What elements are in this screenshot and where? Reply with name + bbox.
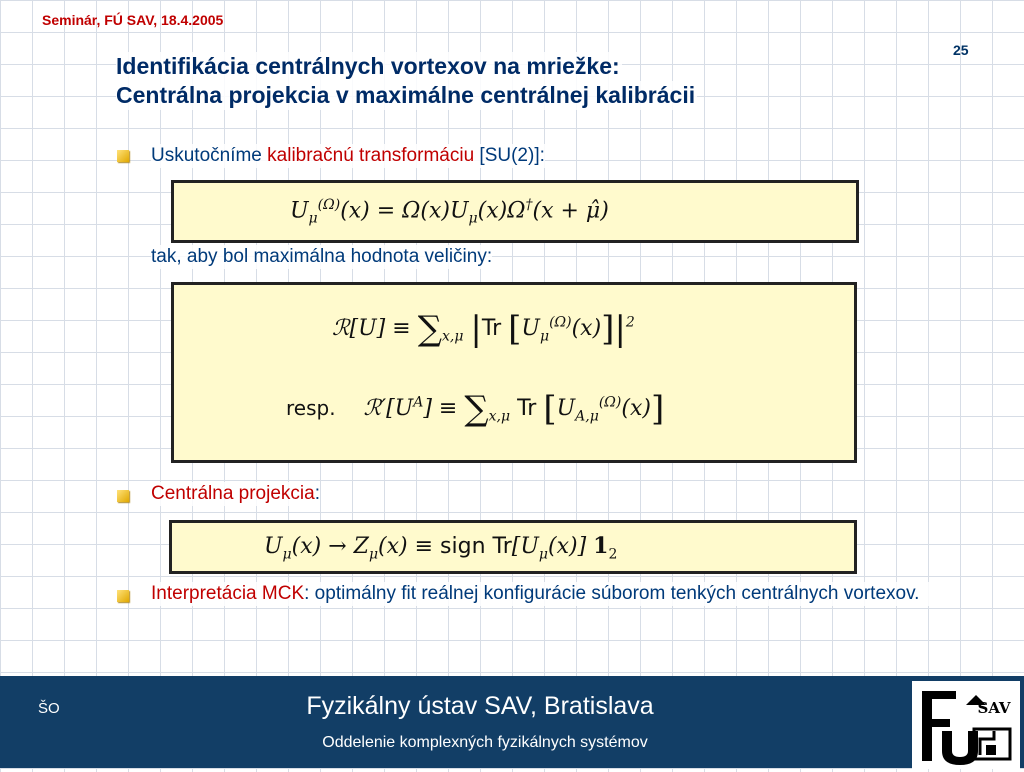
- projection-equation: $U_\mu(x) \to Z_\mu(x)$ ≡ sign $Tr[U_\mu(x)]$ $1_2$: [264, 533, 618, 563]
- gauge-transform-equation: $U_\mu^{(\Omega)}(x) = \Omega(x)U_\mu(x)\Omega^\dagger(x$ + μ̂): [290, 197, 609, 227]
- resp-label: resp.: [286, 396, 336, 420]
- seminar-header: Seminár, FÚ SAV, 18.4.2005: [42, 12, 224, 28]
- bullet-1-continuation: tak, aby bol maximálna hodnota veličiny:: [151, 246, 493, 267]
- slide-number: 25: [953, 42, 969, 58]
- title-line-2: Centrálna projekcia v maximálne centrálnej kalibrácii: [116, 82, 696, 108]
- bullet-3-text: [151, 582, 951, 606]
- logo-icon: [914, 683, 1018, 767]
- footer-department: Oddelenie komplexných fyzikálnych systémov: [322, 734, 648, 751]
- functional-R-adjoint-equation: resp. $ℛ'[U^A] \equiv \sum_{x,\mu}$ Tr $[U_{A,\mu}^{(\Omega)}(x)]$: [286, 389, 665, 429]
- bullet-1-text: [151, 144, 545, 168]
- bullet-2-highlight: Centrálna projekcia: [151, 483, 315, 504]
- footer-bar: [0, 676, 1024, 768]
- trace-op-3: Tr: [492, 534, 512, 559]
- bullet-3-post: : optimálny fit reálnej konfigurácie súborom tenkých centrálnych vortexov.: [304, 583, 920, 604]
- bullet-icon: [117, 590, 129, 602]
- bullet-2-post: :: [314, 483, 320, 504]
- bullet-1-highlight: kalibračnú transformáciu: [267, 145, 475, 166]
- bullet-icon: [117, 150, 129, 162]
- gauge-transform-formula: [171, 180, 859, 243]
- author-initials: ŠO: [38, 700, 60, 717]
- trace-op-2: Tr: [517, 396, 537, 421]
- bullet-1-pre: Uskutočníme: [151, 145, 268, 166]
- logo-text: SAV: [977, 699, 1011, 717]
- bullet-2-text: [151, 482, 320, 506]
- sign-op: sign: [440, 534, 486, 559]
- title-line-1: Identifikácia centrálnych vortexov na mriežke:: [116, 53, 620, 79]
- bullet-icon: [117, 490, 129, 502]
- trace-op-1: Tr: [481, 316, 502, 341]
- projection-formula: [169, 520, 857, 574]
- footer-institute: Fyzikálny ústav SAV, Bratislava: [306, 692, 654, 720]
- fu-sav-logo: [912, 681, 1020, 769]
- slide-title: [116, 52, 697, 110]
- bullet-1-post: [SU(2)]:: [474, 145, 545, 166]
- bullet-3-highlight: Interpretácia MCK: [151, 583, 305, 604]
- functional-R-equation: ℛ[U] ≡ $\sum_{x,\mu}$ |Tr $[U_\mu^{(\Omega)}(x)]|^2$: [332, 309, 635, 349]
- functional-formula: [171, 282, 857, 463]
